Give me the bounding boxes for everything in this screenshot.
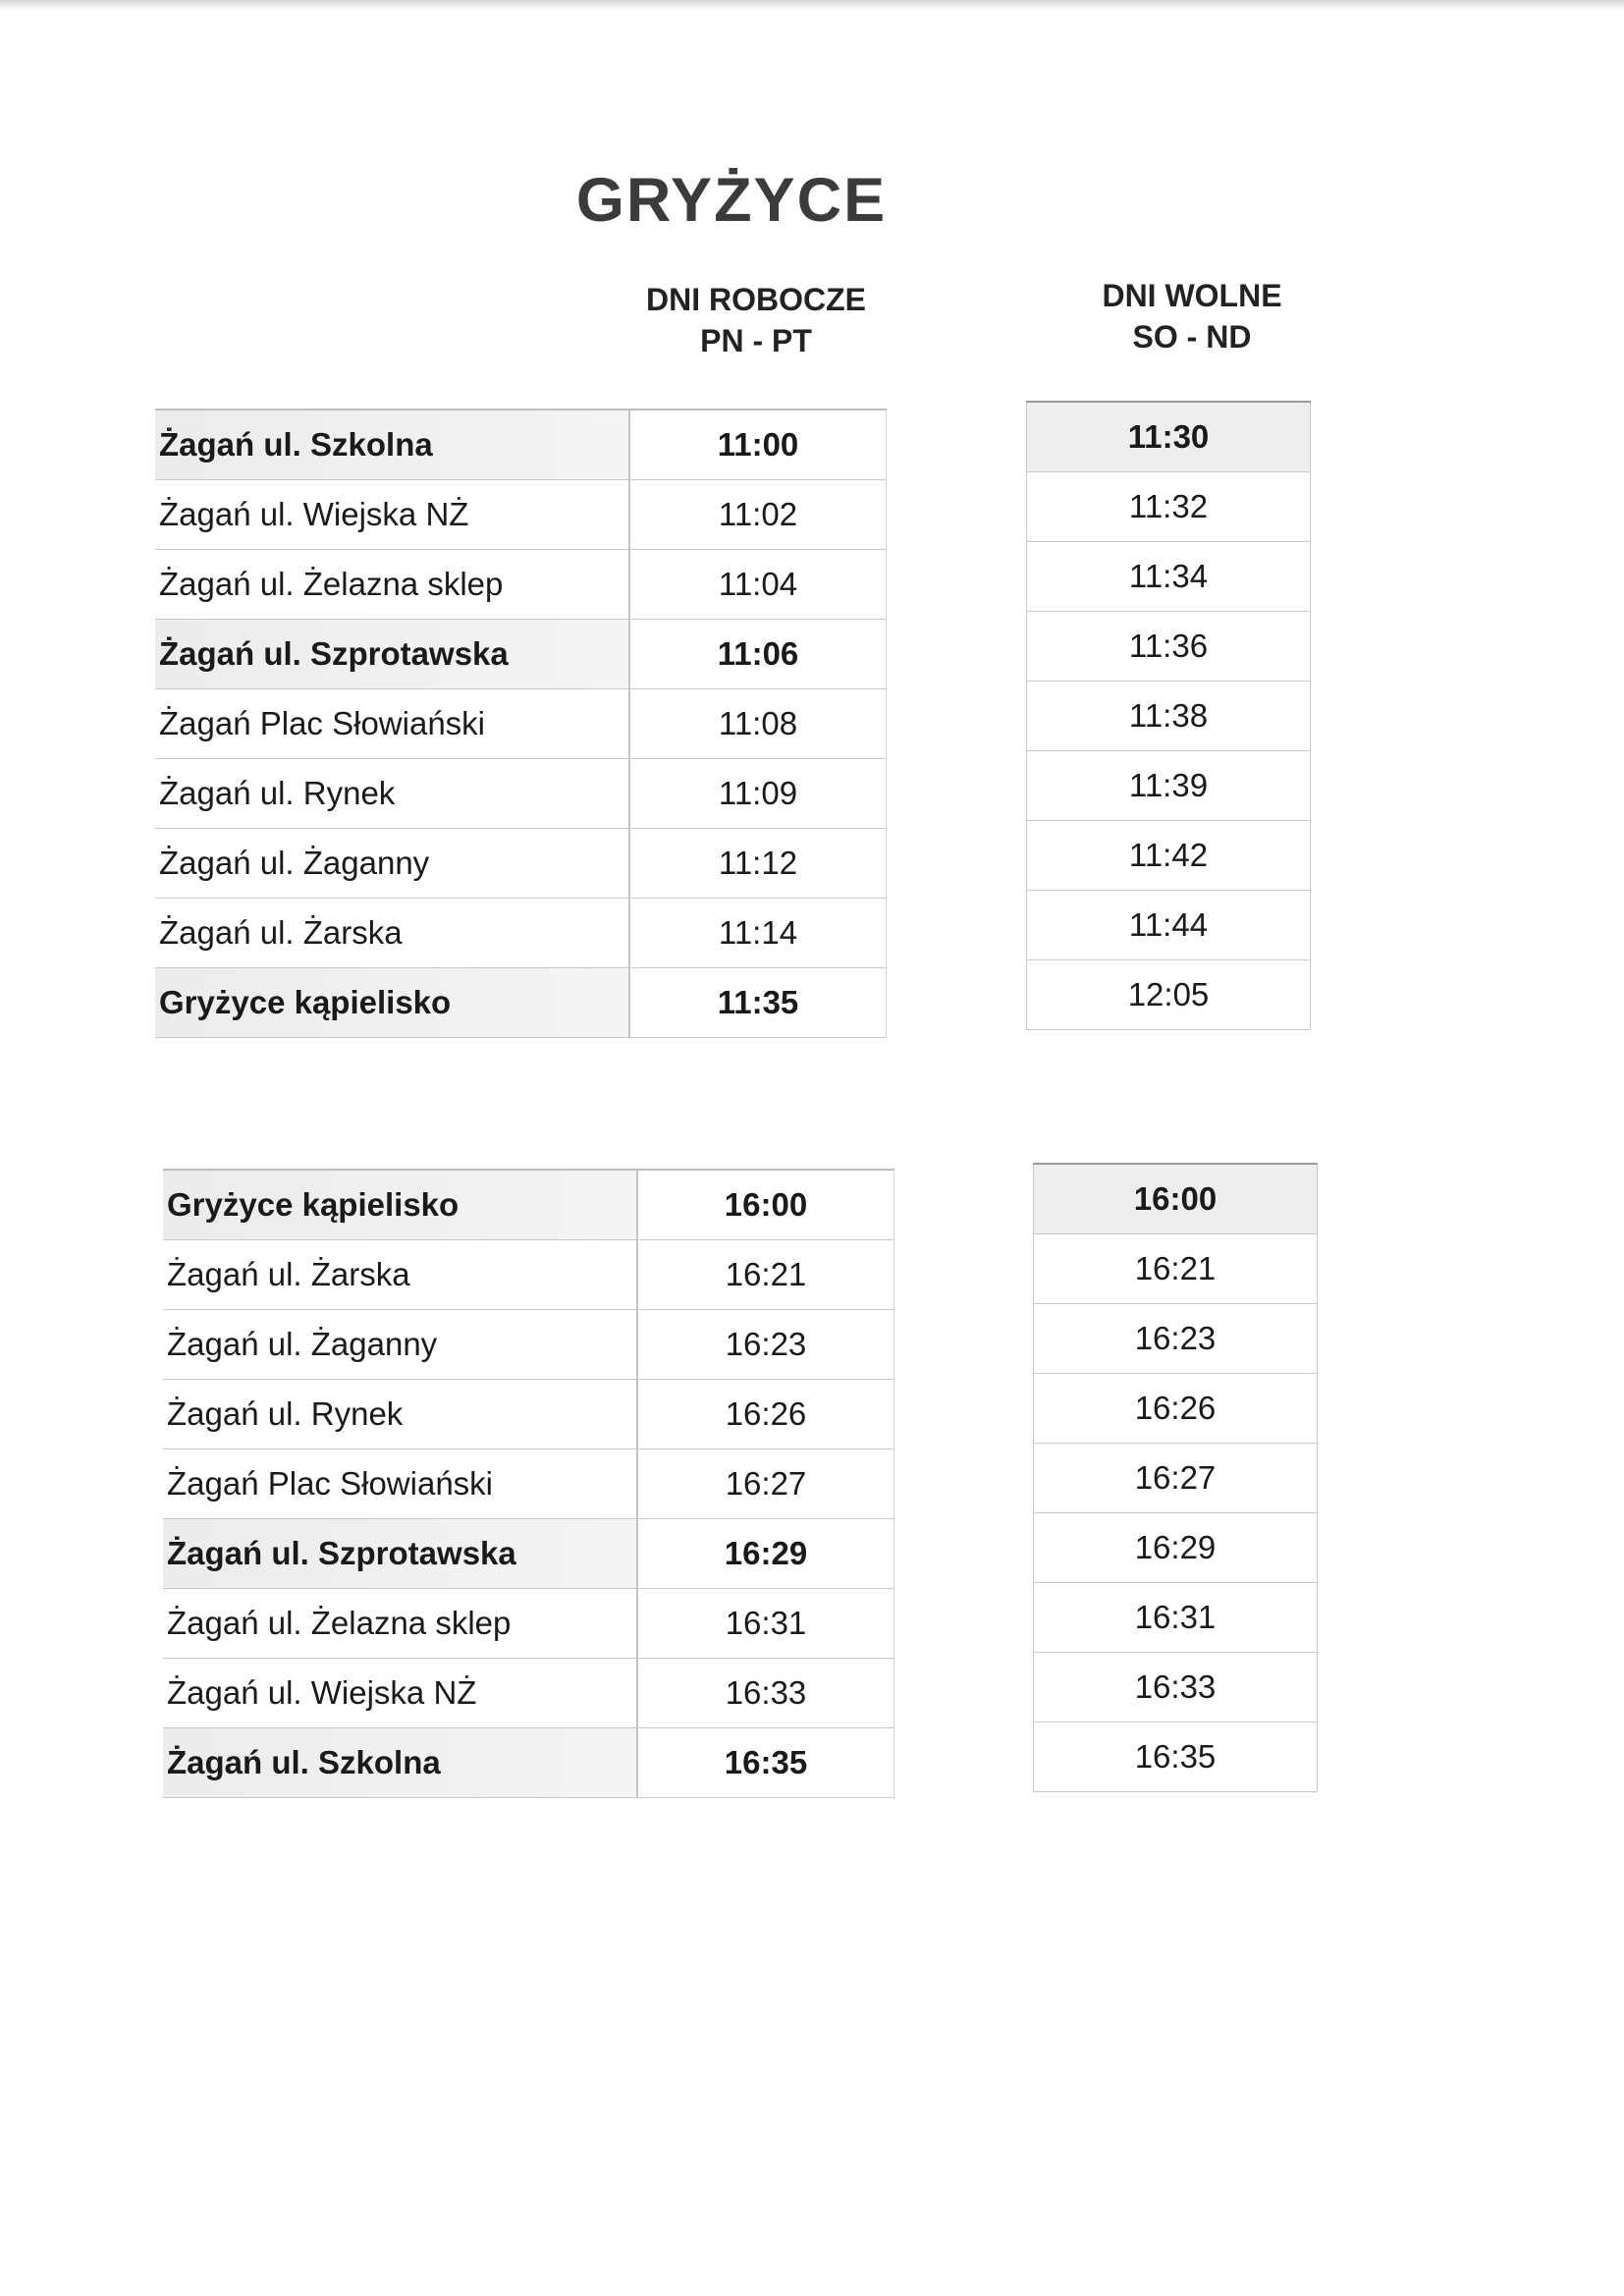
stop-name: Żagań Plac Słowiański — [155, 689, 629, 759]
weekend-time: 11:32 — [1027, 472, 1311, 542]
weekday-time: 16:26 — [637, 1380, 894, 1449]
weekend-time: 11:34 — [1027, 542, 1311, 612]
weekend-header-line2: SO - ND — [1132, 319, 1252, 355]
table-row — [155, 410, 887, 480]
weekday-time: 16:29 — [637, 1519, 894, 1589]
weekday-time: 11:00 — [629, 410, 887, 480]
table-row — [163, 1449, 894, 1519]
stop-name: Żagań ul. Wiejska NŻ — [163, 1659, 637, 1728]
table-row — [163, 1589, 894, 1659]
weekend-time: 11:39 — [1027, 751, 1311, 821]
table-row — [155, 480, 887, 550]
stop-name: Żagań ul. Szprotawska — [163, 1519, 637, 1589]
table-row — [1034, 1304, 1318, 1374]
weekday-time: 16:31 — [637, 1589, 894, 1659]
weekend-time: 16:00 — [1034, 1164, 1318, 1234]
stop-name: Gryżyce kąpielisko — [155, 968, 629, 1038]
weekday-time: 11:12 — [629, 829, 887, 899]
stop-name: Żagań ul. Szkolna — [163, 1728, 637, 1798]
table-row — [1027, 682, 1311, 751]
table-row — [1034, 1722, 1318, 1792]
weekend-time: 11:38 — [1027, 682, 1311, 751]
weekday-header — [609, 279, 903, 361]
table-row — [1027, 960, 1311, 1030]
table-row — [155, 759, 887, 829]
weekday-time: 11:02 — [629, 480, 887, 550]
weekend-time: 12:05 — [1027, 960, 1311, 1030]
table-row — [1027, 821, 1311, 891]
weekday-header-line1: DNI ROBOCZE — [646, 282, 866, 317]
weekday-time: 11:08 — [629, 689, 887, 759]
table-row — [1034, 1374, 1318, 1444]
weekday-time: 16:21 — [637, 1240, 894, 1310]
weekday-time: 11:06 — [629, 620, 887, 689]
table-row — [163, 1310, 894, 1380]
table-row — [1027, 472, 1311, 542]
table-row — [1027, 612, 1311, 682]
table-row — [163, 1728, 894, 1798]
weekend-time: 16:35 — [1034, 1722, 1318, 1792]
table-row — [163, 1380, 894, 1449]
table-row — [155, 968, 887, 1038]
weekend-time: 16:27 — [1034, 1444, 1318, 1513]
stop-name: Żagań ul. Szkolna — [155, 410, 629, 480]
page-title: GRYŻYCE — [575, 166, 888, 235]
stop-name: Żagań ul. Rynek — [163, 1380, 637, 1449]
weekend-time: 16:23 — [1034, 1304, 1318, 1374]
outbound-weekday-table — [155, 409, 887, 1038]
table-row — [1034, 1444, 1318, 1513]
stop-name: Żagań ul. Żarska — [163, 1240, 637, 1310]
weekend-header-line1: DNI WOLNE — [1102, 278, 1282, 313]
weekday-time: 11:09 — [629, 759, 887, 829]
table-row — [1034, 1164, 1318, 1234]
table-row — [163, 1170, 894, 1240]
outbound-weekend-table — [1026, 401, 1311, 1030]
stop-name: Żagań ul. Wiejska NŻ — [155, 480, 629, 550]
stop-name: Żagań Plac Słowiański — [163, 1449, 637, 1519]
stop-name: Żagań ul. Żaganny — [155, 829, 629, 899]
stop-name: Żagań ul. Żarska — [155, 899, 629, 968]
weekday-time: 16:35 — [637, 1728, 894, 1798]
table-row — [163, 1519, 894, 1589]
stop-name: Żagań ul. Żelazna sklep — [155, 550, 629, 620]
weekend-header — [1045, 275, 1339, 357]
table-row — [1034, 1583, 1318, 1653]
return-weekend-table — [1033, 1163, 1318, 1792]
table-row — [163, 1240, 894, 1310]
weekday-time: 11:04 — [629, 550, 887, 620]
weekend-time: 16:29 — [1034, 1513, 1318, 1583]
table-row — [155, 620, 887, 689]
weekend-time: 11:42 — [1027, 821, 1311, 891]
weekend-time: 16:31 — [1034, 1583, 1318, 1653]
weekday-header-line2: PN - PT — [700, 323, 812, 358]
weekend-time: 16:33 — [1034, 1653, 1318, 1722]
weekday-time: 11:14 — [629, 899, 887, 968]
table-row — [1034, 1513, 1318, 1583]
weekend-time: 11:30 — [1027, 402, 1311, 472]
weekday-time: 16:23 — [637, 1310, 894, 1380]
weekday-time: 16:00 — [637, 1170, 894, 1240]
stop-name: Żagań ul. Żelazna sklep — [163, 1589, 637, 1659]
weekend-time: 16:21 — [1034, 1234, 1318, 1304]
table-row — [155, 550, 887, 620]
weekday-time: 16:27 — [637, 1449, 894, 1519]
stop-name: Gryżyce kąpielisko — [163, 1170, 637, 1240]
weekday-time: 16:33 — [637, 1659, 894, 1728]
stop-name: Żagań ul. Rynek — [155, 759, 629, 829]
weekend-time: 11:44 — [1027, 891, 1311, 960]
table-row — [1034, 1234, 1318, 1304]
table-row — [155, 689, 887, 759]
scan-edge — [0, 0, 1624, 10]
table-row — [1027, 402, 1311, 472]
weekday-time: 11:35 — [629, 968, 887, 1038]
return-weekday-table — [163, 1169, 894, 1798]
table-row — [1027, 751, 1311, 821]
table-row — [155, 829, 887, 899]
table-row — [163, 1659, 894, 1728]
stop-name: Żagań ul. Żaganny — [163, 1310, 637, 1380]
table-row — [1027, 542, 1311, 612]
table-row — [1027, 891, 1311, 960]
weekend-time: 16:26 — [1034, 1374, 1318, 1444]
table-row — [1034, 1653, 1318, 1722]
weekend-time: 11:36 — [1027, 612, 1311, 682]
table-row — [155, 899, 887, 968]
stop-name: Żagań ul. Szprotawska — [155, 620, 629, 689]
